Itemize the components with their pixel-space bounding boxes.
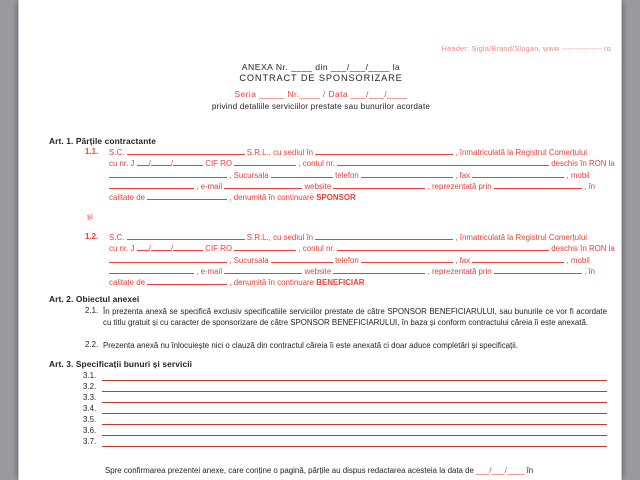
company-name-blank-2[interactable]: [127, 239, 245, 240]
spec-line-6[interactable]: [102, 435, 607, 436]
website-blank-2[interactable]: [333, 273, 425, 274]
clause-1-1-mobil-label: , mobil: [566, 170, 590, 180]
fax-blank-2[interactable]: [472, 262, 564, 263]
representative-blank-1[interactable]: [494, 188, 582, 189]
document-page: [18, 0, 622, 480]
clause-1-2-email-label: , e-mail: [196, 266, 223, 276]
closing-paragraph: [105, 465, 605, 476]
clause-1-2-cont-label: , contul nr.: [298, 244, 335, 254]
clause-1-2-srl-label: S.R.L., cu sediul în: [246, 233, 313, 242]
company-name-blank-1[interactable]: [127, 154, 245, 155]
spec-row-5[interactable]: [83, 415, 607, 426]
clause-1-2-in-label: , în: [584, 266, 596, 276]
branch-blank-1[interactable]: [271, 177, 333, 178]
spec-row-1[interactable]: [83, 371, 607, 382]
clause-1-2-j-label: cu nr. J: [109, 244, 135, 254]
mobile-blank-1[interactable]: [109, 188, 194, 189]
clause-1-2-line-5: [109, 277, 365, 288]
clause-1-1-cont-label: , contul nr.: [298, 159, 335, 169]
document-title-block: [19, 62, 622, 112]
spec-number-6: 3.6.: [83, 426, 97, 435]
phone-blank-1[interactable]: [361, 177, 453, 178]
spec-line-2[interactable]: [102, 391, 607, 392]
conjunction-si: și: [87, 212, 93, 221]
clause-1-1-regcom-label: , înmatriculată la Registrul Comerțului: [455, 148, 587, 157]
website-blank-1[interactable]: [333, 188, 425, 189]
clause-1-2-reprez-label: , reprezentată prin: [427, 266, 492, 276]
spec-row-3[interactable]: [83, 393, 607, 404]
clause-1-1-line-5: [109, 192, 356, 203]
clause-1-2-denumita-label: , denumită în continuare: [229, 278, 315, 288]
spec-line-3[interactable]: [102, 402, 607, 403]
regcom-j-blank-c1[interactable]: [173, 165, 203, 166]
spec-row-2[interactable]: [83, 382, 607, 393]
clause-1-2-calitate-label: calitate de: [109, 278, 145, 288]
clause-1-1-line-3: [109, 170, 590, 181]
closing-text-b: în: [526, 466, 534, 475]
spec-number-5: 3.5.: [83, 415, 97, 424]
clause-1-2-line-2: cu nr. J / / CIF RO , contul nr. deschis în RON la: [109, 244, 615, 254]
spec-row-7[interactable]: [83, 437, 607, 448]
clause-1-1-sc-label: S.C.: [109, 148, 125, 157]
account-blank-2[interactable]: [337, 250, 549, 251]
title-contract-line: CONTRACT DE SPONSORIZARE: [239, 73, 403, 83]
regcom-j-blank-b1[interactable]: [151, 165, 171, 166]
spec-row-6[interactable]: [83, 426, 607, 437]
mobile-blank-2[interactable]: [109, 273, 194, 274]
article-3-heading: Art. 3. Specificații bunuri și servicii: [49, 359, 193, 369]
spec-line-5[interactable]: [102, 424, 607, 425]
clause-1-1-line-1: [109, 147, 587, 158]
spec-number-4: 3.4.: [83, 404, 97, 413]
clause-1-1-number: 1.1.: [85, 147, 99, 156]
clause-2-2-number: 2.2.: [85, 340, 99, 349]
regcom-j-blank-b2[interactable]: [151, 250, 171, 251]
clause-1-2-mobil-label: , mobil: [566, 255, 590, 265]
spec-line-7[interactable]: [102, 446, 607, 447]
clause-1-1-fax-label: , fax: [455, 170, 471, 180]
clause-1-1-telefon-label: telefon: [335, 170, 359, 180]
branch-blank-2[interactable]: [271, 262, 333, 263]
representative-blank-2[interactable]: [494, 273, 582, 274]
article-2-heading: Art. 2. Obiectul anexei: [49, 294, 140, 304]
clause-1-2-number: 1.2.: [85, 232, 99, 241]
clause-1-1-email-label: , e-mail: [196, 181, 223, 191]
clause-1-2-website-label: website: [304, 266, 332, 276]
spec-line-4[interactable]: [102, 413, 607, 414]
regcom-j-blank-c2[interactable]: [173, 250, 203, 251]
company-address-blank-2[interactable]: [315, 239, 453, 240]
clause-1-1-sucursala-label: , Sucursala: [229, 170, 269, 180]
clause-1-2-cif-label: CIF RO: [205, 244, 232, 254]
clause-1-1-line-2: cu nr. J / / CIF RO , contul nr. deschis în RON la: [109, 159, 615, 169]
clause-1-1-ron-label: deschis în RON la: [551, 159, 615, 169]
spec-number-3: 3.3.: [83, 393, 97, 402]
email-blank-2[interactable]: [224, 273, 302, 274]
clause-1-1-in-label: , în: [584, 181, 596, 191]
closing-date-blank[interactable]: ___/___/____: [476, 466, 525, 475]
cif-blank-2[interactable]: [234, 250, 296, 251]
spec-row-4[interactable]: [83, 404, 607, 415]
bank-blank-1[interactable]: [109, 177, 227, 178]
title-anexa-line: ANEXA Nr. ____ din ___/___/____ la: [241, 62, 401, 72]
spec-number-1: 3.1.: [83, 371, 97, 380]
fax-blank-1[interactable]: [472, 177, 564, 178]
clause-1-2-sucursala-label: , Sucursala: [229, 255, 269, 265]
clause-2-1-number: 2.1.: [85, 306, 99, 315]
clause-1-1-website-label: website: [304, 181, 332, 191]
clause-1-1-reprez-label: , reprezentată prin: [427, 181, 492, 191]
company-address-blank-1[interactable]: [315, 154, 453, 155]
clause-1-2-line-3: [109, 255, 590, 266]
regcom-j-blank-a1[interactable]: [137, 165, 149, 166]
bank-blank-2[interactable]: [109, 262, 227, 263]
role-sponsor-label: SPONSOR: [316, 193, 356, 203]
spec-line-1[interactable]: [102, 380, 607, 381]
title-seria-line: Seria _____ Nr.____ / Data ___/___/____: [234, 89, 408, 99]
clause-1-2-line-1: [109, 232, 587, 243]
phone-blank-2[interactable]: [361, 262, 453, 263]
document-header-note: Header: Sigla/Brand/Slogan, www --------------- ro: [441, 44, 611, 53]
clause-1-2-fax-label: , fax: [455, 255, 471, 265]
clause-1-1-denumita-label: , denumită în continuare: [229, 193, 315, 203]
clause-1-2-ron-label: deschis în RON la: [551, 244, 615, 254]
email-blank-1[interactable]: [224, 188, 302, 189]
clause-1-2-regcom-label: , înmatriculată la Registrul Comerțului: [455, 233, 587, 242]
role-beneficiar-label: BENEFICIAR: [316, 278, 365, 288]
clause-1-1-srl-label: S.R.L., cu sediul în: [246, 148, 313, 157]
clause-1-2-sc-label: S.C.: [109, 233, 125, 242]
capacity-blank-2[interactable]: [147, 284, 227, 285]
clause-1-2-line-4: [109, 266, 595, 277]
closing-text-a: Spre confirmarea prezentei anexe, care conține o pagină, părțile au dispus redactarea acesteia la data de: [105, 466, 474, 475]
spec-number-7: 3.7.: [83, 437, 97, 446]
clause-1-1-calitate-label: calitate de: [109, 193, 145, 203]
clause-2-1-text: În prezenta anexă se specifică exclusiv specificatiile serviciilor prestate de către SPONSOR BENEFICIARULUI, sau bunurile ce vor fi acordate cu titlu gratuit și cu caracter de sponsorizare de către SPONSOR BENEFICIARULUI, în baza și conform contractului căreia îi este anexată.: [103, 307, 607, 328]
title-subtitle-line: privind detaliile serviciilor prestate sau bunurilor acordate: [211, 102, 431, 111]
cif-blank-1[interactable]: [234, 165, 296, 166]
clause-1-1-j-label: cu nr. J: [109, 159, 135, 169]
capacity-blank-1[interactable]: [147, 199, 227, 200]
page-content: [19, 0, 621, 480]
article-1-heading: Art. 1. Părțile contractante: [49, 136, 157, 146]
spec-number-2: 3.2.: [83, 382, 97, 391]
account-blank-1[interactable]: [337, 165, 549, 166]
regcom-j-blank-a2[interactable]: [137, 250, 149, 251]
clause-1-1-line-4: [109, 181, 595, 192]
clause-1-2-telefon-label: telefon: [335, 255, 359, 265]
clause-2-2-text: Prezenta anexă nu înlocuiește nici o clauză din contractul căreia îi este anexată ci doar aduce completări și specificații.: [103, 341, 518, 350]
clause-1-1-cif-label: CIF RO: [205, 159, 232, 169]
